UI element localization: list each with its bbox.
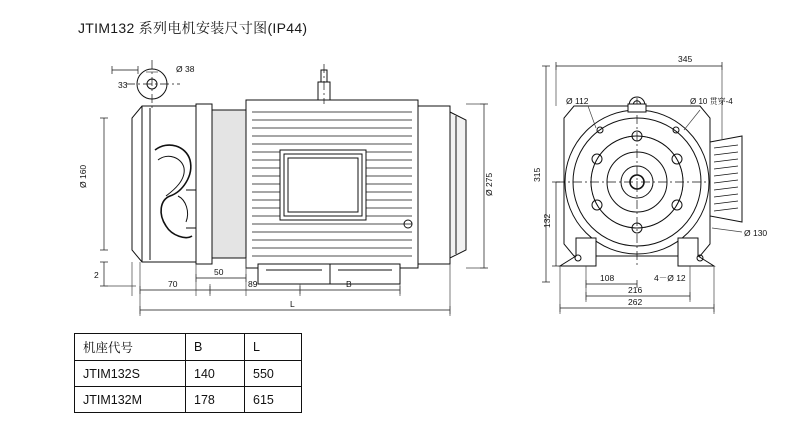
table-cell-model: JTIM132S — [75, 361, 186, 387]
dim-B-label: B — [346, 279, 352, 289]
dim-108-label: 108 — [600, 273, 615, 283]
dim-dia-10-holes-4-label: Ø 10 贯穿-4 — [690, 97, 733, 106]
dim-4-dia-12-label: 4－Ø 12 — [654, 273, 686, 283]
dim-262-label: 262 — [628, 297, 643, 307]
left-view-motor-side-elevation — [78, 60, 494, 316]
dim-89-label: 89 — [248, 279, 258, 289]
dim-dia-130-label: Ø 130 — [744, 228, 768, 238]
dim-33-label: 33 — [118, 80, 128, 90]
table-header-cell: 机座代号 — [75, 334, 186, 361]
table-row — [75, 387, 302, 413]
table-header-cell: B — [186, 334, 245, 361]
dim-132-label: 132 — [542, 213, 552, 228]
table-row — [75, 361, 302, 387]
dim-70-label: 70 — [168, 279, 178, 289]
dim-L-label: L — [290, 299, 295, 309]
table-cell-l: 550 — [245, 361, 302, 387]
dim-50-label: 50 — [214, 267, 224, 277]
dim-345-label: 345 — [678, 54, 693, 64]
table-header-cell: L — [245, 334, 302, 361]
table-cell-b: 140 — [186, 361, 245, 387]
table-cell-l: 615 — [245, 387, 302, 413]
dim-dia-38-label: Ø 38 — [176, 64, 195, 74]
table-header-row — [75, 334, 302, 361]
dim-2-label: 2 — [94, 270, 99, 280]
dimension-table — [74, 333, 302, 413]
right-view-motor-end-elevation — [532, 54, 767, 314]
dim-dia-112-label: Ø 112 — [566, 96, 589, 106]
table-cell-model: JTIM132M — [75, 387, 186, 413]
dim-dia-160-label: Ø 160 — [78, 164, 88, 188]
page-title: JTIM132 系列电机安装尺寸图(IP44) — [78, 20, 308, 36]
dim-315-label: 315 — [532, 167, 542, 182]
dim-216-label: 216 — [628, 285, 643, 295]
table-cell-b: 178 — [186, 387, 245, 413]
dim-dia-275-label: Ø 275 — [484, 172, 494, 196]
